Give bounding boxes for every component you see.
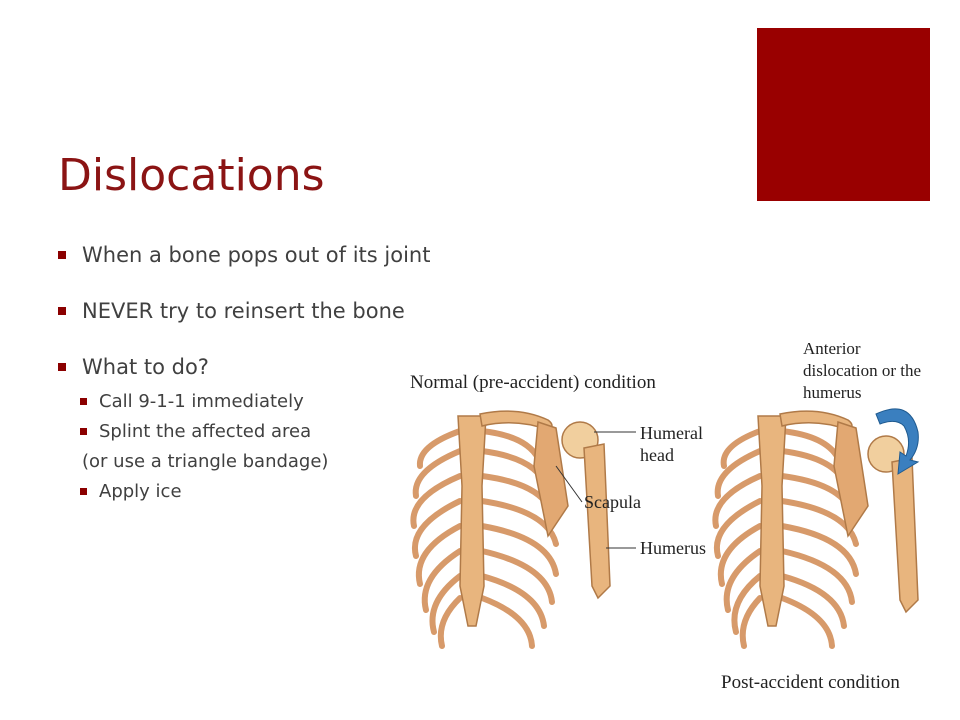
post-caption: Post-accident condition [721, 672, 900, 693]
shoulder-dislocation-illustration [398, 336, 958, 716]
post-humerus [892, 458, 918, 612]
bullet-square-icon [58, 363, 66, 371]
normal-humerus [584, 444, 610, 598]
sub-bullet-text: Apply ice [99, 480, 182, 502]
bullet-text: What to do? [82, 355, 209, 379]
humeral-head-label-line1: Humeral [640, 423, 703, 443]
anatomy-svg [398, 336, 958, 716]
normal-sternum [458, 416, 486, 626]
sub-bullet-text: Splint the affected area [99, 420, 312, 442]
bullet-item [58, 240, 478, 270]
anterior-label-line3: humerus [803, 383, 862, 402]
anterior-label-line2: dislocation or the [803, 361, 922, 380]
normal-caption: Normal (pre-accident) condition [410, 372, 656, 393]
bullet-square-icon [80, 488, 87, 495]
accent-block [757, 28, 930, 201]
bullet-square-icon [80, 428, 87, 435]
humerus-label: Humerus [640, 538, 706, 558]
bullet-square-icon [80, 398, 87, 405]
bullet-square-icon [58, 307, 66, 315]
bullet-text: When a bone pops out of its joint [82, 243, 431, 267]
sub-bullet-text: Call 9-1-1 immediately [99, 390, 304, 412]
slide-title: Dislocations [58, 150, 325, 201]
anterior-label-line1: Anterior [803, 339, 861, 358]
bullet-note: (or use a triangle bandage) [82, 450, 329, 472]
humeral-head-label-line2: head [640, 445, 674, 465]
bullet-square-icon [58, 251, 66, 259]
bullet-text: NEVER try to reinsert the bone [82, 299, 405, 323]
post-sternum [758, 416, 786, 626]
bullet-item [58, 296, 478, 326]
scapula-label: Scapula [584, 492, 641, 512]
